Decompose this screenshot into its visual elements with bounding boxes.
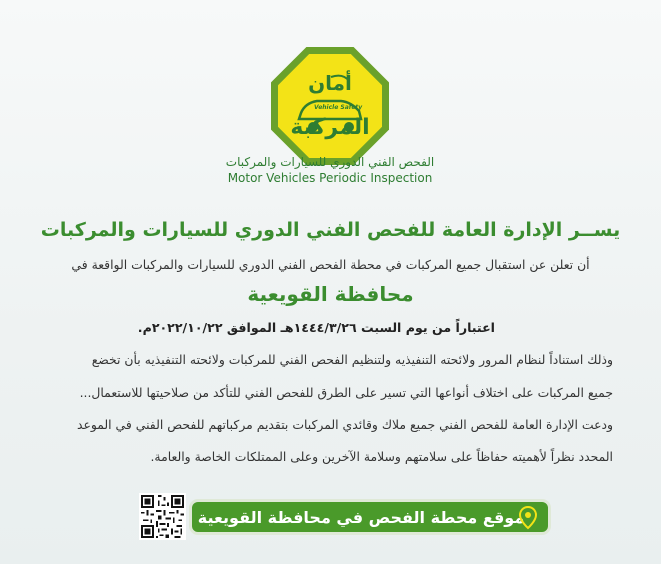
effective-date: اعتباراً من يوم السبت ١٤٤٤/٣/٢٦هـ الموافق ٢٠٢٢/١٠/٢٢م. <box>137 320 495 335</box>
logo-word-top: أمان <box>308 71 352 95</box>
governorate-title: محافظة القويعية <box>247 282 414 306</box>
map-pin-icon <box>518 506 538 530</box>
logo-word-bottom: المركبة <box>290 115 370 140</box>
body-line: جميع المركبات على اختلاف أنواعها التي تسير على الطرق للفحص الفني للتأكد من صلاحيتها للاستعمال... <box>79 385 613 400</box>
announcement-intro: أن تعلن عن استقبال جميع المركبات في محطة الفحص الفني الدوري للسيارات والمركبات الواقعة في <box>71 257 590 272</box>
logo-tagline: Vehicle Safety <box>314 104 363 111</box>
org-name-english: Motor Vehicles Periodic Inspection <box>227 171 433 185</box>
announcement-headline: يســر الإدارة العامة للفحص الفني الدوري للسيارات والمركبات <box>40 219 621 241</box>
body-line: ودعت الإدارة العامة للفحص الفني جميع ملاك وقائدي المركبات بتقديم مركباتهم للفحص الفني في الموعد <box>76 417 613 432</box>
location-button-label: موقع محطة الفحص في محافظة القويعية <box>197 507 525 527</box>
org-name-arabic: الفحص الفني الدوري للسيارات والمركبات <box>225 155 435 169</box>
mvpi-logo <box>271 47 389 165</box>
body-line: المحدد نظراً لأهميته حفاظاً على سلامتهم وسلامة الآخرين وعلى الممتلكات الخاصة والعامة. <box>150 449 613 464</box>
body-line: وذلك استناداً لنظام المرور ولائحته التنفيذيه ولتنظيم الفحص الفني للمركبات ولائحته التنفيذيه بأن تخضع <box>91 352 613 367</box>
qr-code-icon[interactable] <box>139 493 186 540</box>
station-location-button[interactable] <box>189 499 551 535</box>
